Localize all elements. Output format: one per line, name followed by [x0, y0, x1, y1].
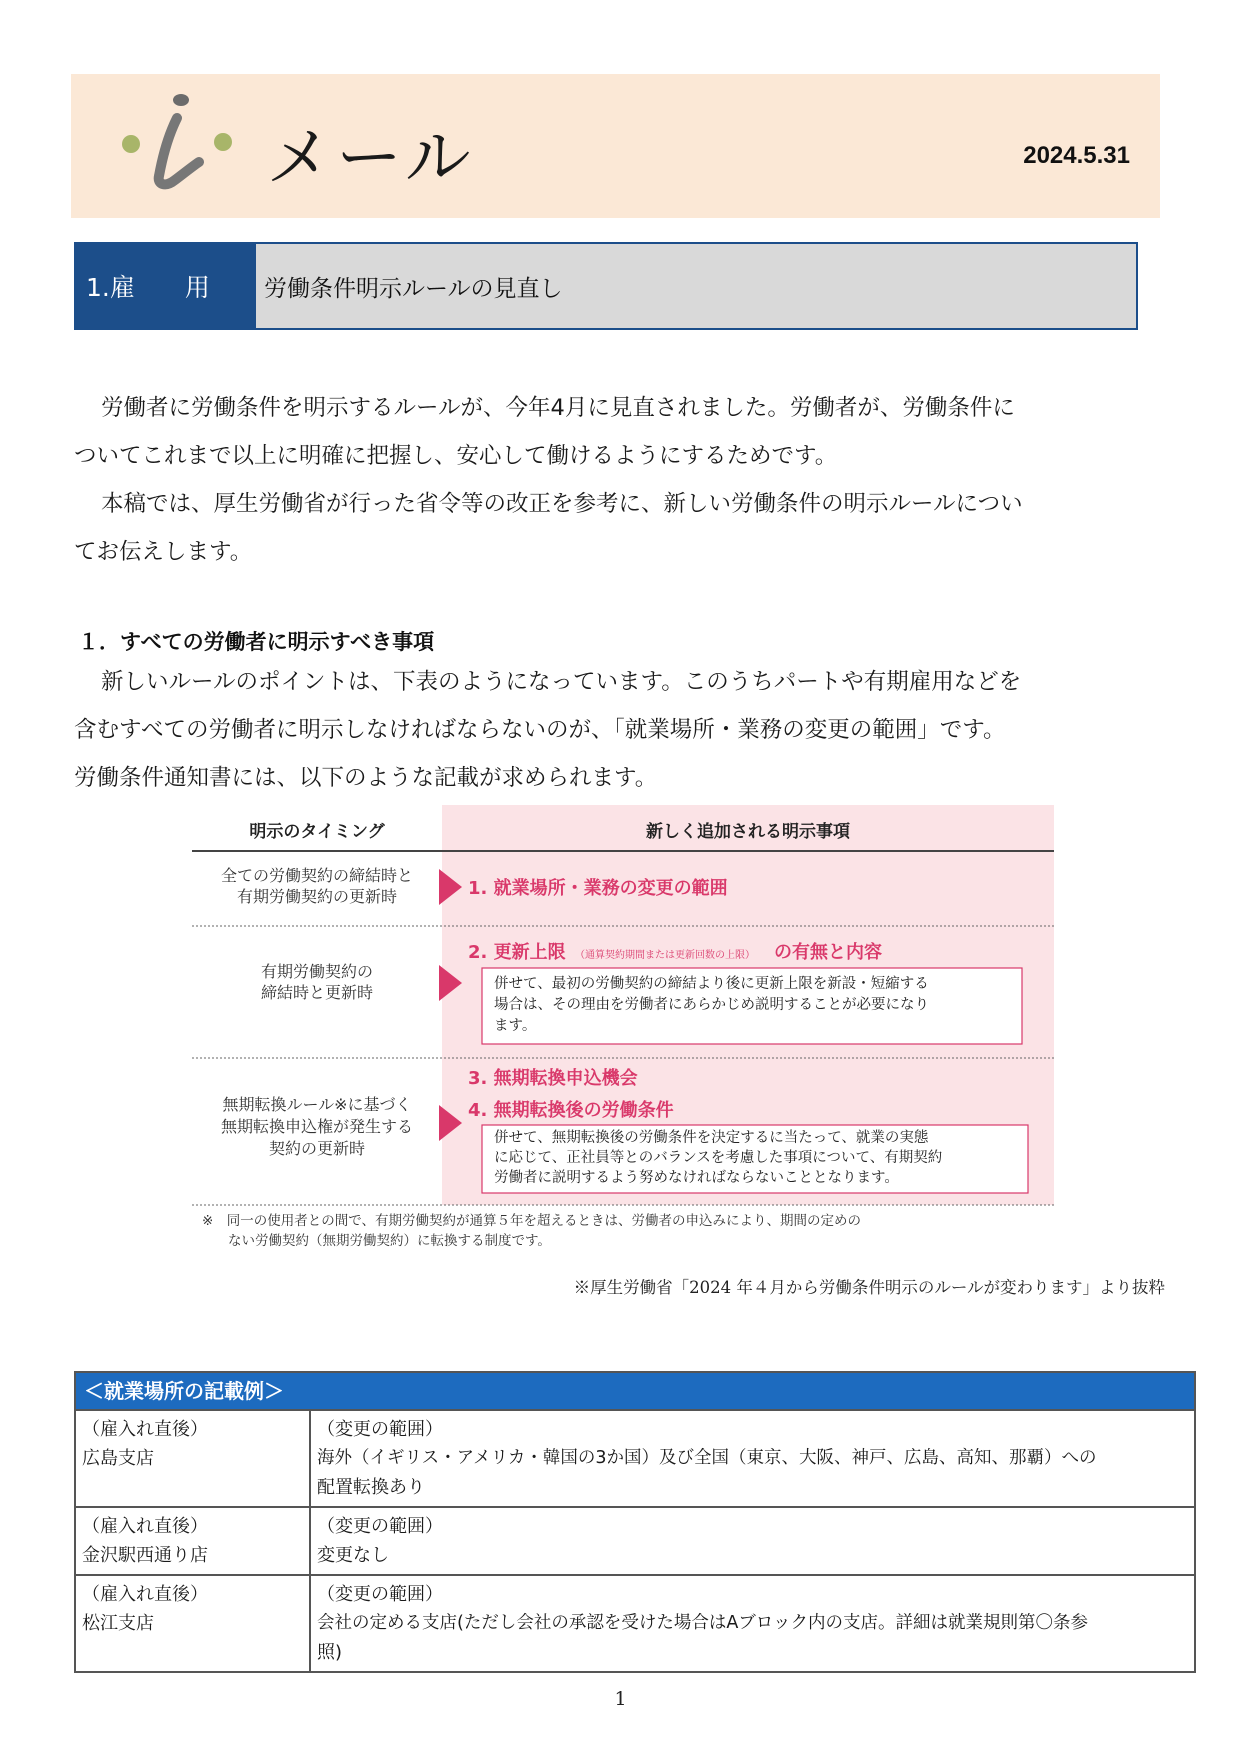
cell-value: 金沢駅西通り店: [82, 1545, 208, 1566]
figure-timing-line: 無期転換申込権が発生する: [220, 1117, 414, 1136]
table-cell-left: [75, 1575, 310, 1672]
cell-label: （雇入れ直後）: [82, 1516, 208, 1537]
table-cell-right: [310, 1575, 1195, 1672]
figure-note-line: 併せて、無期転換後の労働条件を決定するに当たって、就業の実態: [494, 1130, 929, 1146]
cell-value: 松江支店: [82, 1613, 154, 1634]
table-cell-left: [75, 1410, 310, 1507]
intro-line: てお伝えします。: [74, 539, 253, 565]
figure-timing-line: 有期労働契約の更新時: [236, 887, 398, 906]
cell-label: （変更の範囲）: [317, 1516, 443, 1537]
cell-label: （雇入れ直後）: [82, 1419, 208, 1440]
i-logo-icon: [119, 84, 239, 194]
intro-line: ついてこれまで以上に明確に把握し、安心して働けるようにするためです。: [74, 443, 838, 469]
issue-date: 2024.5.31: [1023, 142, 1130, 169]
table-cell-right: [310, 1507, 1195, 1575]
figure-item: 2. 更新上限: [468, 942, 566, 963]
intro-line: 本稿では、厚生労働省が行った省令等の改正を参考に、新しい労働条件の明示ルールについ: [101, 491, 1023, 517]
cell-value: 配置転換あり: [317, 1477, 425, 1498]
intro-paragraph: [74, 384, 1174, 576]
cell-label: （雇入れ直後）: [82, 1584, 208, 1605]
figure-credit: ※厚生労働省「2024 年４月から労働条件明示のルールが変わります」より抜粋: [573, 1278, 1165, 1297]
cell-value: 照): [317, 1642, 343, 1663]
figure-timing-line: 契約の更新時: [268, 1139, 366, 1158]
cell-value: 広島支店: [82, 1448, 154, 1469]
table-cell-right: [310, 1410, 1195, 1507]
figure-col-right: 新しく追加される明示事項: [646, 822, 850, 842]
cell-label: （変更の範囲）: [317, 1584, 443, 1605]
section-bar: [74, 242, 1138, 330]
figure-timing-line: 有期労働契約の: [260, 962, 374, 981]
cell-value: 海外（イギリス・アメリカ・韓国の3か国）及び全国（東京、大阪、神戸、広島、高知、那覇）への: [317, 1448, 1097, 1468]
workplace-example-table: [74, 1371, 1196, 1673]
cell-value: 会社の定める支店(ただし会社の承認を受けた場合はAブロック内の支店。詳細は就業規則第〇条参: [317, 1613, 1088, 1633]
figure-timing-line: 締結時と更新時: [260, 983, 374, 1002]
subsection-heading: １．すべての労働者に明示すべき事項: [78, 630, 435, 654]
cell-label: （変更の範囲）: [317, 1419, 443, 1440]
intro-line: 労働者に労働条件を明示するルールが、今年4月に見直されました。労働者が、労働条件に: [101, 395, 1015, 421]
figure-item: 1. 就業場所・業務の変更の範囲: [468, 878, 728, 899]
subsection-line: 含むすべての労働者に明示しなければならないのが、「就業場所・業務の変更の範囲」です。: [74, 717, 1006, 743]
subsection-line: 新しいルールのポイントは、下表のようになっています。このうちパートや有期雇用などを: [101, 669, 1022, 695]
figure-note-line: ます。: [494, 1018, 537, 1034]
figure-item-small: （通算契約期間または更新回数の上限）: [575, 950, 755, 961]
table-header-row: [75, 1372, 1195, 1410]
figure-footnote-line: ※ 同一の使用者との間で、有期労働契約が通算５年を超えるときは、労働者の申込みにより、期間の定めの: [202, 1213, 862, 1229]
section-title: 労働条件明示ルールの見直し: [264, 275, 563, 302]
figure-note-line: 場合は、その理由を労働者にあらかじめ説明することが必要になり: [494, 997, 929, 1013]
page-number: 1: [614, 1688, 627, 1710]
rule-change-figure: [192, 805, 1054, 1250]
figure-item-tail: の有無と内容: [774, 942, 882, 963]
table-title: ＜就業場所の記載例＞: [75, 1372, 1195, 1410]
table-cell-left: [75, 1507, 310, 1575]
table-row: [75, 1410, 1195, 1507]
newsletter-title: メール: [266, 119, 475, 196]
figure-item: 4. 無期転換後の労働条件: [468, 1100, 674, 1121]
figure-note-line: 併せて、最初の労働契約の締結より後に更新上限を新設・短縮する: [494, 976, 929, 992]
subsection-paragraph: [74, 658, 1174, 802]
subsection-line: 労働条件通知書には、以下のような記載が求められます。: [74, 765, 658, 791]
section-number: 1.雇 用: [76, 244, 256, 328]
figure-item: 3. 無期転換申込機会: [468, 1068, 638, 1089]
table-row: [75, 1575, 1195, 1672]
figure-timing-line: 無期転換ルール※に基づく: [222, 1095, 412, 1114]
cell-value: 変更なし: [317, 1545, 389, 1566]
header-banner: [71, 74, 1160, 218]
figure-col-left: 明示のタイミング: [249, 822, 385, 842]
figure-timing-line: 全ての労働契約の締結時と: [220, 866, 414, 885]
figure-note-line: 労働者に説明するよう努めなければならないこととなります。: [494, 1170, 899, 1186]
figure-footnote-line: ない労働契約（無期労働契約）に転換する制度です。: [228, 1233, 551, 1249]
table-row: [75, 1507, 1195, 1575]
figure-note-line: に応じて、正社員等とのバランスを考慮した事項について、有期契約: [494, 1150, 943, 1166]
